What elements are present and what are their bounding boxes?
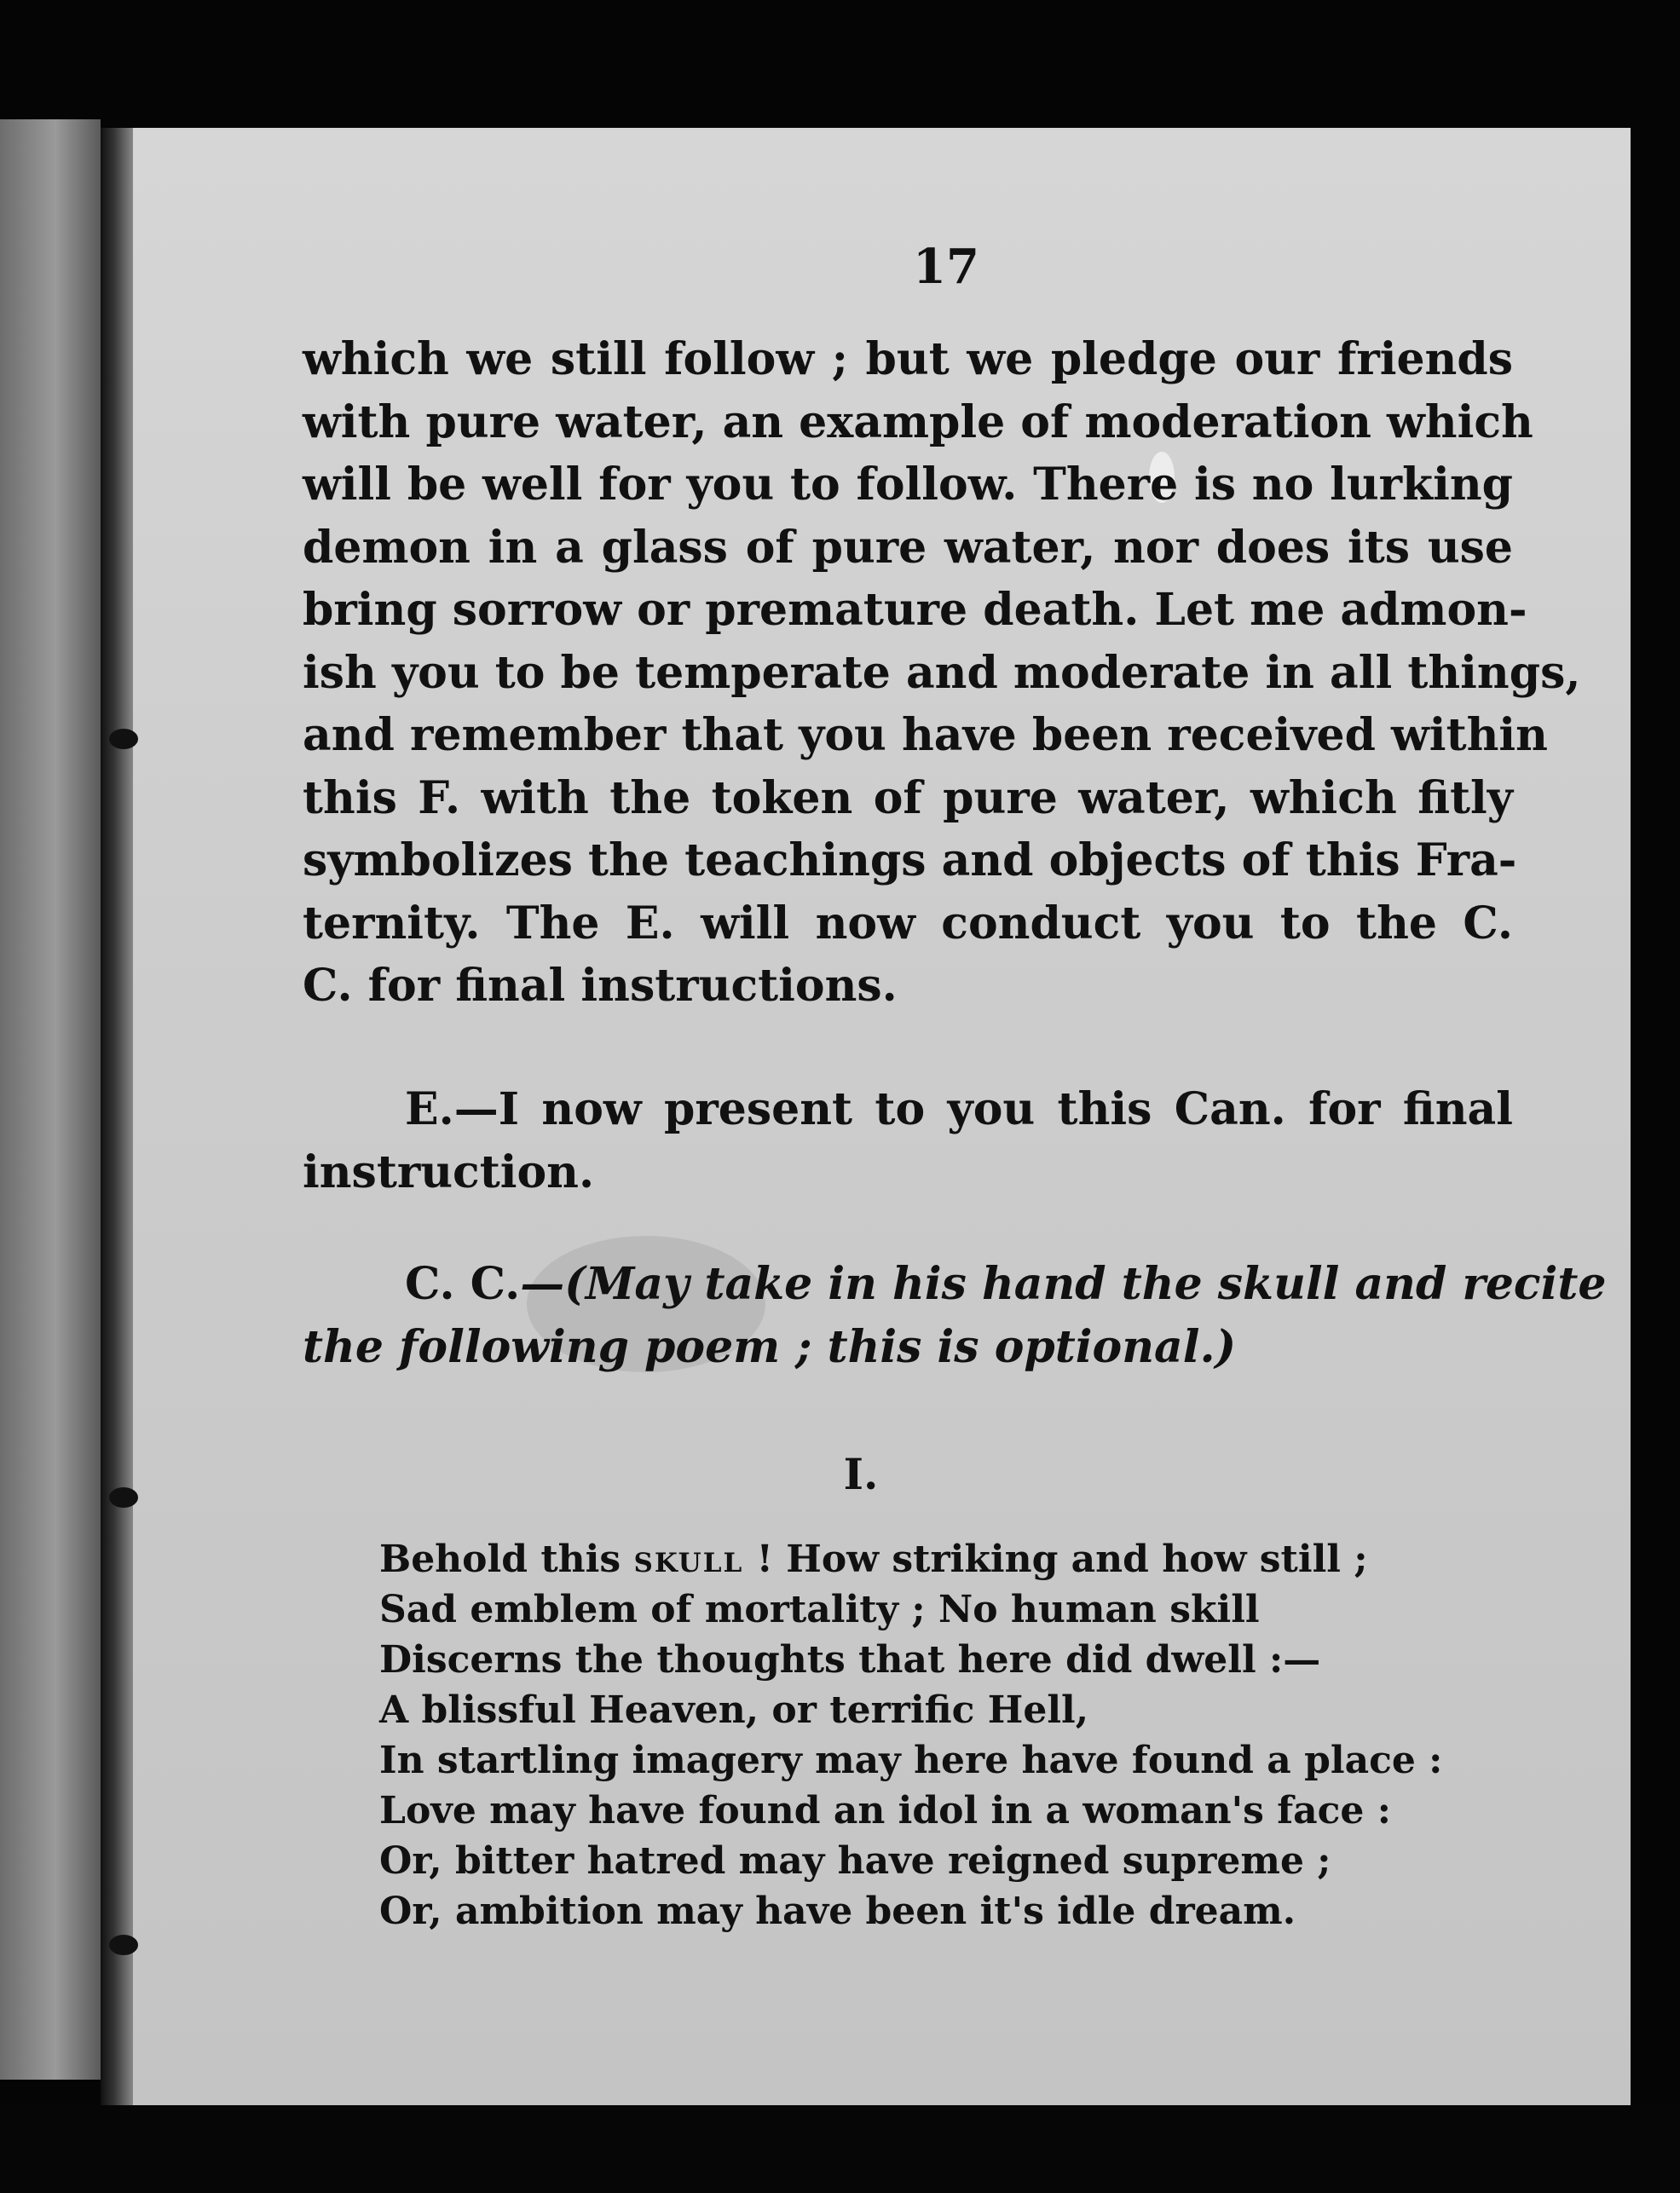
poem-line: Sad emblem of mortality ; No human skill <box>379 1588 1260 1631</box>
poem-line: Or, bitter hatred may have reigned supreme ; <box>379 1839 1331 1883</box>
poem-line: Or, ambition may have been it's idle dream. <box>379 1890 1296 1933</box>
binding-stitch <box>109 729 138 749</box>
text-line: which we still follow ; but we pledge our friends <box>303 333 1513 385</box>
poem-line: In startling imagery may here have found a place : <box>379 1739 1443 1782</box>
stanza-number: I. <box>843 1449 879 1499</box>
e-speech <box>303 1078 1513 1203</box>
speech-line: instruction. <box>303 1146 595 1198</box>
binding-stitch <box>109 1487 138 1508</box>
poem-line: Discerns the thoughts that here did dwell :— <box>379 1638 1321 1682</box>
text-line: C. for final instructions. <box>303 960 898 1012</box>
poem-text: Behold this <box>379 1538 634 1581</box>
text-line: demon in a glass of pure water, nor does its use <box>303 521 1513 574</box>
page-number: 17 <box>913 239 979 295</box>
scan-bottom-border <box>0 2105 1680 2193</box>
poem-line <box>379 1534 1521 1584</box>
speech-line <box>303 1078 1513 1141</box>
poem-small-caps: skull <box>633 1538 744 1581</box>
cc-speech <box>303 1253 1607 1378</box>
binding-gutter <box>101 128 133 2114</box>
text-line: with pure water, an example of moderation which <box>303 395 1533 448</box>
text-line: ternity. The E. will now conduct you to the C. <box>303 897 1513 949</box>
speaker-label: E. <box>405 1083 454 1135</box>
poem-line: A blissful Heaven, or terrific Hell, <box>379 1688 1089 1732</box>
text-line: ish you to be temperate and moderate in all things, <box>303 646 1581 699</box>
poem <box>379 1534 1521 1936</box>
facing-page-edge <box>0 119 101 2080</box>
poem-line: Love may have found an idol in a woman's face : <box>379 1789 1391 1832</box>
binding-stitch <box>109 1935 138 1955</box>
text-line: this F. with the token of pure water, which fitly <box>303 771 1513 824</box>
speaker-label: C. C. <box>405 1258 521 1310</box>
stage-direction: the following poem ; this is optional.) <box>303 1320 1237 1373</box>
poem-text: ! How striking and how still ; <box>743 1538 1368 1581</box>
stage-direction: —(May take in his hand the skull and recite <box>520 1258 1607 1310</box>
text-line: symbolizes the teachings and objects of this Fra- <box>303 834 1517 886</box>
body-paragraph <box>303 328 1581 1018</box>
text-line: bring sorrow or premature death. Let me admon- <box>303 584 1527 636</box>
text-line: will be well for you to follow. There is no lurking <box>303 459 1513 511</box>
text-line: and remember that you have been received within <box>303 709 1548 761</box>
speech-line <box>303 1253 1607 1316</box>
speech-text: —I now present to you this Can. for final <box>453 1083 1513 1135</box>
